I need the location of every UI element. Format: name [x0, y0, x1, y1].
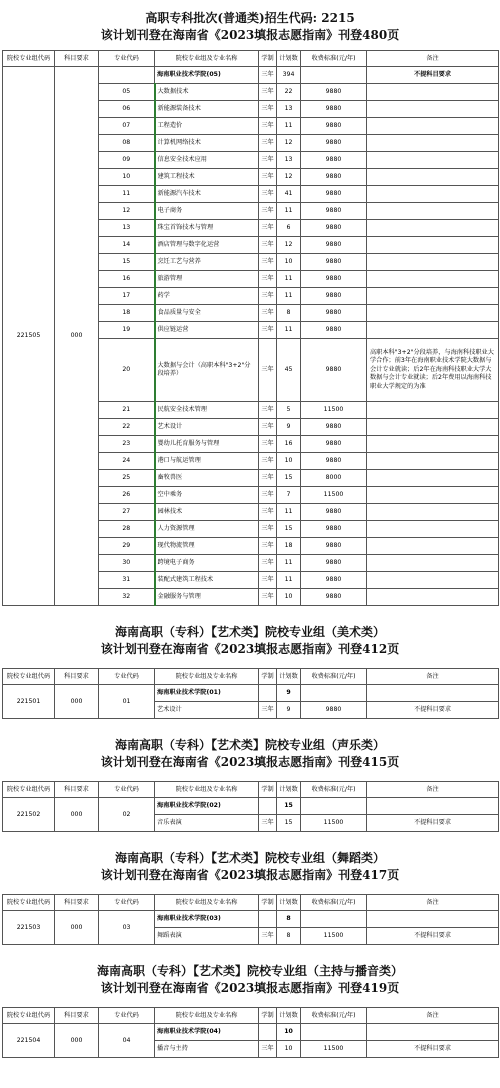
- major-name-cell: 酒店管理与数字化运营: [155, 237, 259, 254]
- major-code-cell: 30: [99, 555, 155, 572]
- group-title-line: 该计划刊登在海南省《2023填报志愿指南》刊登417页: [100, 868, 400, 882]
- header-tuition: 收费标准(元/年): [301, 51, 367, 67]
- header-remark: 备注: [367, 669, 499, 685]
- major-code-cell: 10: [99, 169, 155, 186]
- remark-cell: [367, 186, 499, 203]
- header-years: 学制: [259, 782, 277, 798]
- major-code-cell: [99, 67, 155, 84]
- major-name-cell: 信息安全技术应用: [155, 152, 259, 169]
- major-name-cell: 空中乘务: [155, 487, 259, 504]
- plan-count-cell: 13: [277, 152, 301, 169]
- group-code-cell: 221501: [3, 685, 55, 719]
- major-name-cell: 食品质量与安全: [155, 305, 259, 322]
- plan-count-cell: 11: [277, 203, 301, 220]
- header-major-code: 专业代码: [99, 669, 155, 685]
- header-school-major: 院校专业组及专业名称: [155, 895, 259, 911]
- plan-count-cell: 15: [277, 815, 301, 832]
- subject-req-cell: 000: [55, 67, 99, 606]
- years-cell: 三年: [259, 288, 277, 305]
- remark-cell: [367, 118, 499, 135]
- years-cell: 三年: [259, 169, 277, 186]
- school-name-cell: 海南职业技术学院(01): [155, 685, 259, 702]
- major-code-cell: 24: [99, 453, 155, 470]
- years-cell: 三年: [259, 487, 277, 504]
- remark-cell: 不提科目要求: [367, 702, 499, 719]
- major-name-cell: 畜牧兽医: [155, 470, 259, 487]
- tuition-cell: 11500: [301, 928, 367, 945]
- tuition-cell: 9880: [301, 271, 367, 288]
- major-code-cell: 03: [99, 911, 155, 945]
- years-cell: 三年: [259, 1041, 277, 1058]
- years-cell: 三年: [259, 419, 277, 436]
- remark-cell: [367, 322, 499, 339]
- remark-cell: [367, 453, 499, 470]
- major-code-cell: 16: [99, 271, 155, 288]
- major-name-cell: 珠宝首饰技术与管理: [155, 220, 259, 237]
- remark-cell: [367, 504, 499, 521]
- table-header-row: [3, 669, 499, 685]
- major-code-cell: 02: [99, 798, 155, 832]
- header-subject-req: 科目要求: [55, 782, 99, 798]
- group-title: [0, 945, 500, 997]
- school-name-cell: 海南职业技术学院(03): [155, 911, 259, 928]
- tuition-cell: 9880: [301, 538, 367, 555]
- remark-cell: 不提科目要求: [367, 815, 499, 832]
- remark-cell: [367, 798, 499, 815]
- tuition-cell: 9880: [301, 504, 367, 521]
- major-code-cell: 04: [99, 1024, 155, 1058]
- years-cell: 三年: [259, 118, 277, 135]
- major-code-cell: 11: [99, 186, 155, 203]
- remark-cell: [367, 1024, 499, 1041]
- years-cell: 三年: [259, 305, 277, 322]
- group-title-line: 海南高职（专科）【艺术类】院校专业组（舞蹈类）: [114, 851, 385, 865]
- table-header-row: [3, 895, 499, 911]
- remark-cell: [367, 305, 499, 322]
- plan-count-cell: 10: [277, 453, 301, 470]
- remark-cell: [367, 589, 499, 606]
- subject-req-cell: 000: [55, 685, 99, 719]
- group-code-cell: 221503: [3, 911, 55, 945]
- major-code-cell: 27: [99, 504, 155, 521]
- header-years: 学制: [259, 669, 277, 685]
- years-cell: [259, 685, 277, 702]
- remark-cell: [367, 84, 499, 101]
- tuition-cell: 9880: [301, 118, 367, 135]
- remark-cell: [367, 487, 499, 504]
- remark-cell: [367, 555, 499, 572]
- years-cell: 三年: [259, 237, 277, 254]
- plan-count-cell: 10: [277, 1041, 301, 1058]
- major-name-cell: 园林技术: [155, 504, 259, 521]
- tuition-cell: 9880: [301, 237, 367, 254]
- tuition-cell: 9880: [301, 254, 367, 271]
- remark-cell: [367, 911, 499, 928]
- major-code-cell: 32: [99, 589, 155, 606]
- years-cell: 三年: [259, 339, 277, 402]
- years-cell: 三年: [259, 538, 277, 555]
- plan-count-cell: 11: [277, 271, 301, 288]
- major-code-cell: 07: [99, 118, 155, 135]
- header-plan-count: 计划数: [277, 895, 301, 911]
- tuition-cell: 9880: [301, 702, 367, 719]
- major-name-cell: 婴幼儿托育服务与管理: [155, 436, 259, 453]
- header-group-code: 院校专业组代码: [3, 895, 55, 911]
- major-name-cell: 金融服务与管理: [155, 589, 259, 606]
- plan-count-cell: 9: [277, 419, 301, 436]
- plan-count-cell: 15: [277, 521, 301, 538]
- table-header-row: [3, 782, 499, 798]
- plan-count-cell: 12: [277, 169, 301, 186]
- tuition-cell: 9880: [301, 453, 367, 470]
- plan-count-cell: 10: [277, 589, 301, 606]
- header-years: 学制: [259, 1008, 277, 1024]
- plan-count-cell: 11: [277, 322, 301, 339]
- years-cell: 三年: [259, 436, 277, 453]
- years-cell: 三年: [259, 470, 277, 487]
- header-remark: 备注: [367, 895, 499, 911]
- plan-count-cell: 22: [277, 84, 301, 101]
- header-school-major: 院校专业组及专业名称: [155, 51, 259, 67]
- major-name-cell: 计算机网络技术: [155, 135, 259, 152]
- years-cell: 三年: [259, 84, 277, 101]
- header-plan-count: 计划数: [277, 1008, 301, 1024]
- major-name-cell: 装配式建筑工程技术: [155, 572, 259, 589]
- school-row: [3, 1024, 499, 1041]
- tuition-cell: 9880: [301, 288, 367, 305]
- years-cell: 三年: [259, 322, 277, 339]
- plan-count-cell: 9: [277, 685, 301, 702]
- major-code-cell: 14: [99, 237, 155, 254]
- tuition-cell: 9880: [301, 322, 367, 339]
- tuition-cell: 9880: [301, 135, 367, 152]
- major-name-cell: 播音与主持: [155, 1041, 259, 1058]
- group-title-line: 该计划刊登在海南省《2023填报志愿指南》刊登419页: [100, 981, 400, 995]
- remark-cell: [367, 152, 499, 169]
- plan-count-cell: 15: [277, 470, 301, 487]
- plan-count-cell: 11: [277, 118, 301, 135]
- plan-count-cell: 45: [277, 339, 301, 402]
- tuition-cell: 9880: [301, 436, 367, 453]
- years-cell: 三年: [259, 702, 277, 719]
- plan-count-cell: 18: [277, 538, 301, 555]
- header-subject-req: 科目要求: [55, 669, 99, 685]
- major-name-cell: 人力资源管理: [155, 521, 259, 538]
- main-title: [0, 0, 500, 44]
- major-code-cell: 05: [99, 84, 155, 101]
- header-subject-req: 科目要求: [55, 895, 99, 911]
- major-name-cell: 音乐表演: [155, 815, 259, 832]
- plan-count-cell: 11: [277, 504, 301, 521]
- major-name-cell: 艺术设计: [155, 419, 259, 436]
- school-row: [3, 685, 499, 702]
- header-tuition: 收费标准(元/年): [301, 669, 367, 685]
- header-school-major: 院校专业组及专业名称: [155, 1008, 259, 1024]
- major-name-cell: 大数据与会计（高职本科"3+2"分段培养）: [155, 339, 259, 402]
- years-cell: 三年: [259, 152, 277, 169]
- years-cell: 三年: [259, 254, 277, 271]
- plan-count-cell: 10: [277, 254, 301, 271]
- major-code-cell: 25: [99, 470, 155, 487]
- header-plan-count: 计划数: [277, 51, 301, 67]
- group-title: [0, 832, 500, 884]
- tuition-cell: 9880: [301, 305, 367, 322]
- plan-count-cell: 8: [277, 911, 301, 928]
- major-name-cell: 供应链运营: [155, 322, 259, 339]
- plan-count-cell: 41: [277, 186, 301, 203]
- art-group-table: [2, 781, 499, 832]
- art-groups-section: [0, 606, 500, 1058]
- header-major-code: 专业代码: [99, 1008, 155, 1024]
- major-code-cell: 15: [99, 254, 155, 271]
- major-code-cell: 09: [99, 152, 155, 169]
- tuition-cell: 9880: [301, 169, 367, 186]
- header-remark: 备注: [367, 782, 499, 798]
- major-name-cell: 烹饪工艺与营养: [155, 254, 259, 271]
- header-school-major: 院校专业组及专业名称: [155, 782, 259, 798]
- header-major-code: 专业代码: [99, 782, 155, 798]
- school-row: [3, 911, 499, 928]
- group-title-line: 该计划刊登在海南省《2023填报志愿指南》刊登412页: [100, 642, 400, 656]
- subject-req-cell: 000: [55, 911, 99, 945]
- tuition-cell: 8000: [301, 470, 367, 487]
- remark-cell: [367, 288, 499, 305]
- tuition-cell: 11500: [301, 402, 367, 419]
- header-subject-req: 科目要求: [55, 1008, 99, 1024]
- group-title-line: 该计划刊登在海南省《2023填报志愿指南》刊登415页: [100, 755, 400, 769]
- years-cell: 三年: [259, 135, 277, 152]
- header-major-code: 专业代码: [99, 895, 155, 911]
- school-row: [3, 798, 499, 815]
- remark-cell: 不提科目要求: [367, 67, 499, 84]
- years-cell: [259, 911, 277, 928]
- years-cell: 三年: [259, 101, 277, 118]
- table-header-row: [3, 51, 499, 67]
- plan-count-cell: 8: [277, 305, 301, 322]
- years-cell: 三年: [259, 521, 277, 538]
- major-name-cell: 旅游管理: [155, 271, 259, 288]
- major-name-cell: 舞蹈表演: [155, 928, 259, 945]
- years-cell: 三年: [259, 928, 277, 945]
- tuition-cell: 9880: [301, 339, 367, 402]
- group-title-line: 海南高职（专科）【艺术类】院校专业组（美术类）: [114, 625, 385, 639]
- years-cell: [259, 1024, 277, 1041]
- remark-cell: [367, 538, 499, 555]
- tuition-cell: 9880: [301, 419, 367, 436]
- main-title-line-2: 该计划刊登在海南省《2023填报志愿指南》刊登480页: [100, 28, 400, 42]
- remark-cell: [367, 402, 499, 419]
- header-plan-count: 计划数: [277, 669, 301, 685]
- remark-cell: [367, 220, 499, 237]
- major-name-cell: 新能源汽车技术: [155, 186, 259, 203]
- subject-req-cell: 000: [55, 1024, 99, 1058]
- tuition-cell: 9880: [301, 220, 367, 237]
- remark-cell: [367, 470, 499, 487]
- major-code-cell: 26: [99, 487, 155, 504]
- major-code-cell: 19: [99, 322, 155, 339]
- remark-cell: [367, 101, 499, 118]
- header-years: 学制: [259, 51, 277, 67]
- tuition-cell: 9880: [301, 521, 367, 538]
- remark-cell: [367, 685, 499, 702]
- major-name-cell: 大数据技术: [155, 84, 259, 101]
- group-title-line: 海南高职（专科）【艺术类】院校专业组（主持与播音类）: [96, 964, 403, 978]
- years-cell: 三年: [259, 203, 277, 220]
- header-plan-count: 计划数: [277, 782, 301, 798]
- years-cell: 三年: [259, 504, 277, 521]
- school-name-cell: 海南职业技术学院(02): [155, 798, 259, 815]
- major-name-cell: 现代物流管理: [155, 538, 259, 555]
- plan-count-cell: 16: [277, 436, 301, 453]
- remark-cell: [367, 254, 499, 271]
- major-name-cell: 电子商务: [155, 203, 259, 220]
- years-cell: 三年: [259, 555, 277, 572]
- plan-count-cell: 12: [277, 135, 301, 152]
- tuition-cell: 9880: [301, 152, 367, 169]
- tuition-cell: 9880: [301, 589, 367, 606]
- tuition-cell: [301, 685, 367, 702]
- major-code-cell: 22: [99, 419, 155, 436]
- major-code-cell: 31: [99, 572, 155, 589]
- header-tuition: 收费标准(元/年): [301, 895, 367, 911]
- major-code-cell: 28: [99, 521, 155, 538]
- header-group-code: 院校专业组代码: [3, 1008, 55, 1024]
- major-name-cell: 跨境电子商务: [155, 555, 259, 572]
- plan-count-cell: 15: [277, 798, 301, 815]
- header-school-major: 院校专业组及专业名称: [155, 669, 259, 685]
- subject-req-cell: 000: [55, 798, 99, 832]
- header-years: 学制: [259, 895, 277, 911]
- remark-cell: 高职本科"3+2"分段培养，与海南科技职业大学合作；前3年在海南职业技术学院大数据与会计专业就读；后2年在海南科技职业大学大数据与会计专业就读；后2年费用以海南科技职业大学规定的为准: [367, 339, 499, 402]
- school-name-cell: 海南职业技术学院(05): [155, 67, 259, 84]
- major-name-cell: 新能源装备技术: [155, 101, 259, 118]
- header-major-code: 专业代码: [99, 51, 155, 67]
- header-tuition: 收费标准(元/年): [301, 782, 367, 798]
- plan-count-cell: 5: [277, 402, 301, 419]
- major-code-cell: 21: [99, 402, 155, 419]
- remark-cell: [367, 237, 499, 254]
- plan-count-cell: 13: [277, 101, 301, 118]
- plan-count-cell: 8: [277, 928, 301, 945]
- main-title-line-1: 高职专科批次(普通类)招生代码: 2215: [145, 11, 355, 25]
- remark-cell: [367, 419, 499, 436]
- group-title-line: 海南高职（专科）【艺术类】院校专业组（声乐类）: [114, 738, 385, 752]
- tuition-cell: 11500: [301, 815, 367, 832]
- remark-cell: [367, 135, 499, 152]
- remark-cell: 不提科目要求: [367, 928, 499, 945]
- major-code-cell: 13: [99, 220, 155, 237]
- major-code-cell: 12: [99, 203, 155, 220]
- group-code-cell: 221502: [3, 798, 55, 832]
- major-code-cell: 20: [99, 339, 155, 402]
- major-name-cell: 艺术设计: [155, 702, 259, 719]
- remark-cell: [367, 271, 499, 288]
- major-code-cell: 17: [99, 288, 155, 305]
- years-cell: 三年: [259, 402, 277, 419]
- tuition-cell: 9880: [301, 572, 367, 589]
- plan-count-cell: 6: [277, 220, 301, 237]
- tuition-cell: [301, 911, 367, 928]
- tuition-cell: [301, 67, 367, 84]
- years-cell: 三年: [259, 186, 277, 203]
- header-remark: 备注: [367, 51, 499, 67]
- table-header-row: [3, 1008, 499, 1024]
- major-name-cell: 港口与航运管理: [155, 453, 259, 470]
- years-cell: 三年: [259, 220, 277, 237]
- major-name-cell: 建筑工程技术: [155, 169, 259, 186]
- plan-count-cell: 7: [277, 487, 301, 504]
- header-group-code: 院校专业组代码: [3, 51, 55, 67]
- header-group-code: 院校专业组代码: [3, 669, 55, 685]
- art-group-table: [2, 894, 499, 945]
- school-name-cell: 海南职业技术学院(04): [155, 1024, 259, 1041]
- school-row: [3, 67, 499, 84]
- plan-count-cell: 11: [277, 288, 301, 305]
- years-cell: 三年: [259, 271, 277, 288]
- major-code-cell: 06: [99, 101, 155, 118]
- tuition-cell: 9880: [301, 555, 367, 572]
- remark-cell: [367, 572, 499, 589]
- group-code-cell: 221505: [3, 67, 55, 606]
- group-code-cell: 221504: [3, 1024, 55, 1058]
- tuition-cell: 9880: [301, 203, 367, 220]
- major-name-cell: 工程造价: [155, 118, 259, 135]
- major-code-cell: 08: [99, 135, 155, 152]
- years-cell: 三年: [259, 453, 277, 470]
- plan-count-cell: 9: [277, 702, 301, 719]
- plan-count-cell: 10: [277, 1024, 301, 1041]
- plan-count-cell: 12: [277, 237, 301, 254]
- years-cell: [259, 798, 277, 815]
- major-name-cell: 民航安全技术管理: [155, 402, 259, 419]
- tuition-cell: 9880: [301, 186, 367, 203]
- remark-cell: [367, 203, 499, 220]
- remark-cell: [367, 169, 499, 186]
- art-group-table: [2, 668, 499, 719]
- tuition-cell: 11500: [301, 1041, 367, 1058]
- years-cell: 三年: [259, 589, 277, 606]
- main-plan-table: [2, 50, 499, 606]
- header-subject-req: 科目要求: [55, 51, 99, 67]
- years-cell: 三年: [259, 67, 277, 84]
- tuition-cell: 9880: [301, 101, 367, 118]
- major-code-cell: 18: [99, 305, 155, 322]
- major-code-cell: 29: [99, 538, 155, 555]
- remark-cell: 不提科目要求: [367, 1041, 499, 1058]
- major-code-cell: 23: [99, 436, 155, 453]
- group-title: [0, 606, 500, 658]
- tuition-cell: [301, 1024, 367, 1041]
- remark-cell: [367, 436, 499, 453]
- tuition-cell: 11500: [301, 487, 367, 504]
- major-name-cell: 药学: [155, 288, 259, 305]
- tuition-cell: 9880: [301, 84, 367, 101]
- plan-count-cell: 11: [277, 572, 301, 589]
- plan-count-cell: 11: [277, 555, 301, 572]
- major-code-cell: 01: [99, 685, 155, 719]
- header-group-code: 院校专业组代码: [3, 782, 55, 798]
- plan-count-cell: 394: [277, 67, 301, 84]
- header-tuition: 收费标准(元/年): [301, 1008, 367, 1024]
- header-remark: 备注: [367, 1008, 499, 1024]
- years-cell: 三年: [259, 572, 277, 589]
- years-cell: 三年: [259, 815, 277, 832]
- group-title: [0, 719, 500, 771]
- art-group-table: [2, 1007, 499, 1058]
- remark-cell: [367, 521, 499, 538]
- tuition-cell: [301, 798, 367, 815]
